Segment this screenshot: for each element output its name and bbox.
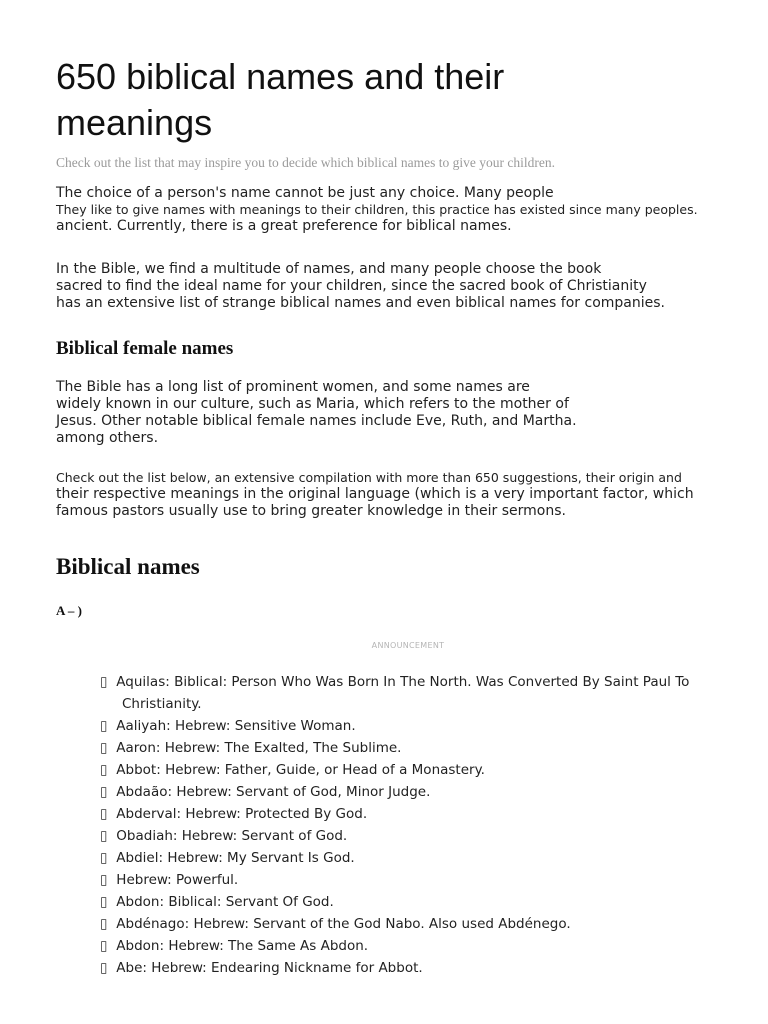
bullet-icon: ▯: [100, 674, 108, 690]
bullet-icon: ▯: [100, 960, 108, 976]
list-intro-paragraph: [56, 470, 694, 520]
name-entry: Abdon: Hebrew: The Same As Abdon.: [116, 938, 369, 954]
name-entry: Abdon: Biblical: Servant Of God.: [116, 894, 334, 910]
list-item: [100, 781, 720, 803]
name-entry: Obadiah: Hebrew: Servant of God.: [116, 828, 348, 844]
names-list: [100, 671, 720, 979]
name-entry: Abdiel: Hebrew: My Servant Is God.: [116, 850, 355, 866]
bullet-icon: ▯: [100, 828, 108, 844]
female-line: widely known in our culture, such as Maria, which refers to the mother of: [56, 396, 569, 412]
bible-paragraph: [56, 261, 665, 312]
name-entry: Abderval: Hebrew: Protected By God.: [116, 806, 368, 822]
female-line: Jesus. Other notable biblical female names include Eve, Ruth, and Martha.: [56, 413, 577, 429]
bullet-icon: ▯: [100, 718, 108, 734]
list-intro-line: their respective meanings in the original language (which is a very important factor, which: [56, 486, 694, 502]
name-entry: Abe: Hebrew: Endearing Nickname for Abbot.: [116, 960, 423, 976]
bullet-icon: ▯: [100, 872, 108, 888]
list-intro-line: Check out the list below, an extensive compilation with more than 650 suggestions, their origin and: [56, 470, 682, 485]
list-item: [100, 957, 720, 979]
name-entry: Abdénago: Hebrew: Servant of the God Nabo. Also used Abdénego.: [116, 916, 571, 932]
bible-line: In the Bible, we find a multitude of names, and many people choose the book: [56, 261, 602, 277]
intro-line: They like to give names with meanings to their children, this practice has existed since many peoples.: [56, 202, 698, 217]
name-entry: Aquilas: Biblical: Person Who Was Born In The North. Was Converted By Saint Paul To: [116, 674, 690, 690]
announcement-label: ANNOUNCEMENT: [371, 641, 445, 650]
bullet-icon: ▯: [100, 740, 108, 756]
intro-line: ancient. Currently, there is a great preference for biblical names.: [56, 218, 512, 234]
list-item: [100, 803, 720, 825]
list-item: [100, 671, 720, 715]
female-paragraph: [56, 379, 577, 447]
bullet-icon: ▯: [100, 762, 108, 778]
bible-line: has an extensive list of strange biblical names and even biblical names for companies.: [56, 295, 665, 311]
biblical-names-heading: Biblical names: [56, 554, 200, 579]
page-title: 650 biblical names and their meanings: [56, 56, 505, 143]
list-intro-line: famous pastors usually use to bring greater knowledge in their sermons.: [56, 503, 566, 519]
bullet-icon: ▯: [100, 938, 108, 954]
list-item: [100, 913, 720, 935]
name-entry: Aaron: Hebrew: The Exalted, The Sublime.: [116, 740, 402, 756]
page-subtitle: Check out the list that may inspire you to decide which biblical names to give your children.: [56, 155, 556, 170]
female-line: The Bible has a long list of prominent women, and some names are: [56, 379, 530, 395]
bullet-icon: ▯: [100, 806, 108, 822]
list-item: [100, 759, 720, 781]
name-entry: Abbot: Hebrew: Father, Guide, or Head of a Monastery.: [116, 762, 485, 778]
intro-paragraph: [56, 185, 698, 235]
name-entry: Hebrew: Powerful.: [116, 872, 239, 888]
list-item: [100, 891, 720, 913]
bullet-icon: ▯: [100, 784, 108, 800]
list-item: [100, 825, 720, 847]
list-item: [100, 737, 720, 759]
bullet-icon: ▯: [100, 916, 108, 932]
bullet-icon: ▯: [100, 850, 108, 866]
female-names-heading: Biblical female names: [56, 338, 234, 359]
letter-heading: A – ): [56, 603, 82, 618]
intro-line: The choice of a person's name cannot be just any choice. Many people: [56, 185, 554, 201]
name-entry-continued: Christianity.: [122, 696, 202, 712]
bible-line: sacred to find the ideal name for your children, since the sacred book of Christianity: [56, 278, 647, 294]
female-line: among others.: [56, 430, 159, 446]
list-item: [100, 869, 720, 891]
name-entry: Abdaão: Hebrew: Servant of God, Minor Judge.: [116, 784, 431, 800]
list-item: [100, 715, 720, 737]
list-item: [100, 935, 720, 957]
name-entry: Aaliyah: Hebrew: Sensitive Woman.: [116, 718, 356, 734]
bullet-icon: ▯: [100, 894, 108, 910]
list-item: [100, 847, 720, 869]
